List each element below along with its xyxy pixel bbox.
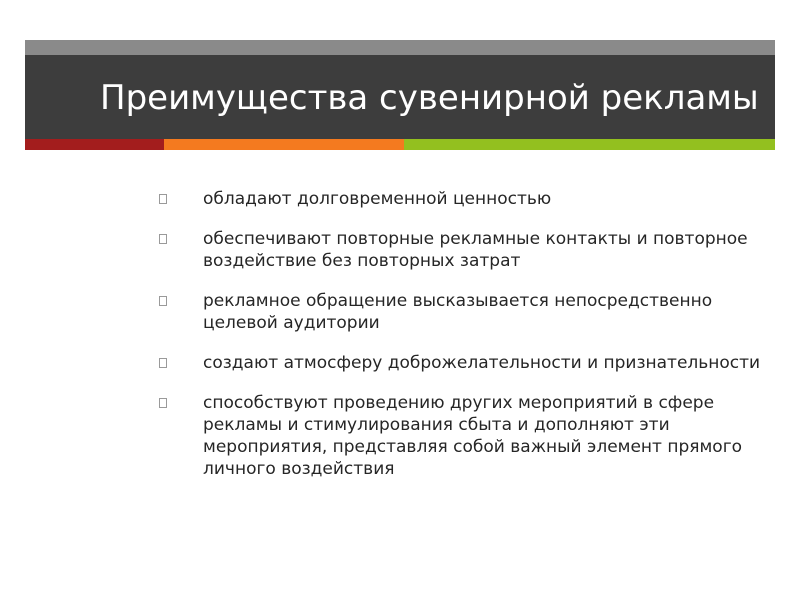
bullet-square-icon — [159, 296, 167, 306]
bullet-text: обладают долговременной ценностью — [203, 189, 552, 209]
bullet-square-icon — [159, 358, 167, 368]
slide-title: Преимущества сувенирной рекламы — [100, 78, 759, 118]
bullet-list — [155, 188, 775, 498]
accent-bar-orange-segment — [164, 139, 404, 150]
bullet-item — [155, 290, 775, 334]
title-top-strip — [25, 40, 775, 55]
bullet-text: обеспечивают повторные рекламные контакты и повторное воздействие без повторных затрат — [203, 229, 748, 271]
bullet-text: способствуют проведению других мероприятий в сфере рекламы и стимулирования сбыта и дополняют эти мероприятия, представляя собой важный элемент прямого личного воздействия — [203, 393, 743, 479]
bullet-text: рекламное обращение высказывается непосредственно целевой аудитории — [203, 291, 713, 333]
bullet-text: создают атмосферу доброжелательности и признательности — [203, 353, 761, 373]
accent-bar-green-segment — [404, 139, 775, 150]
bullet-item — [155, 392, 775, 480]
bullet-square-icon — [159, 194, 167, 204]
bullet-item — [155, 228, 775, 272]
bullet-square-icon — [159, 234, 167, 244]
bullet-item — [155, 352, 775, 374]
bullet-square-icon — [159, 398, 167, 408]
accent-bar-red-segment — [25, 139, 164, 150]
bullet-item — [155, 188, 775, 210]
accent-bar — [25, 139, 775, 150]
